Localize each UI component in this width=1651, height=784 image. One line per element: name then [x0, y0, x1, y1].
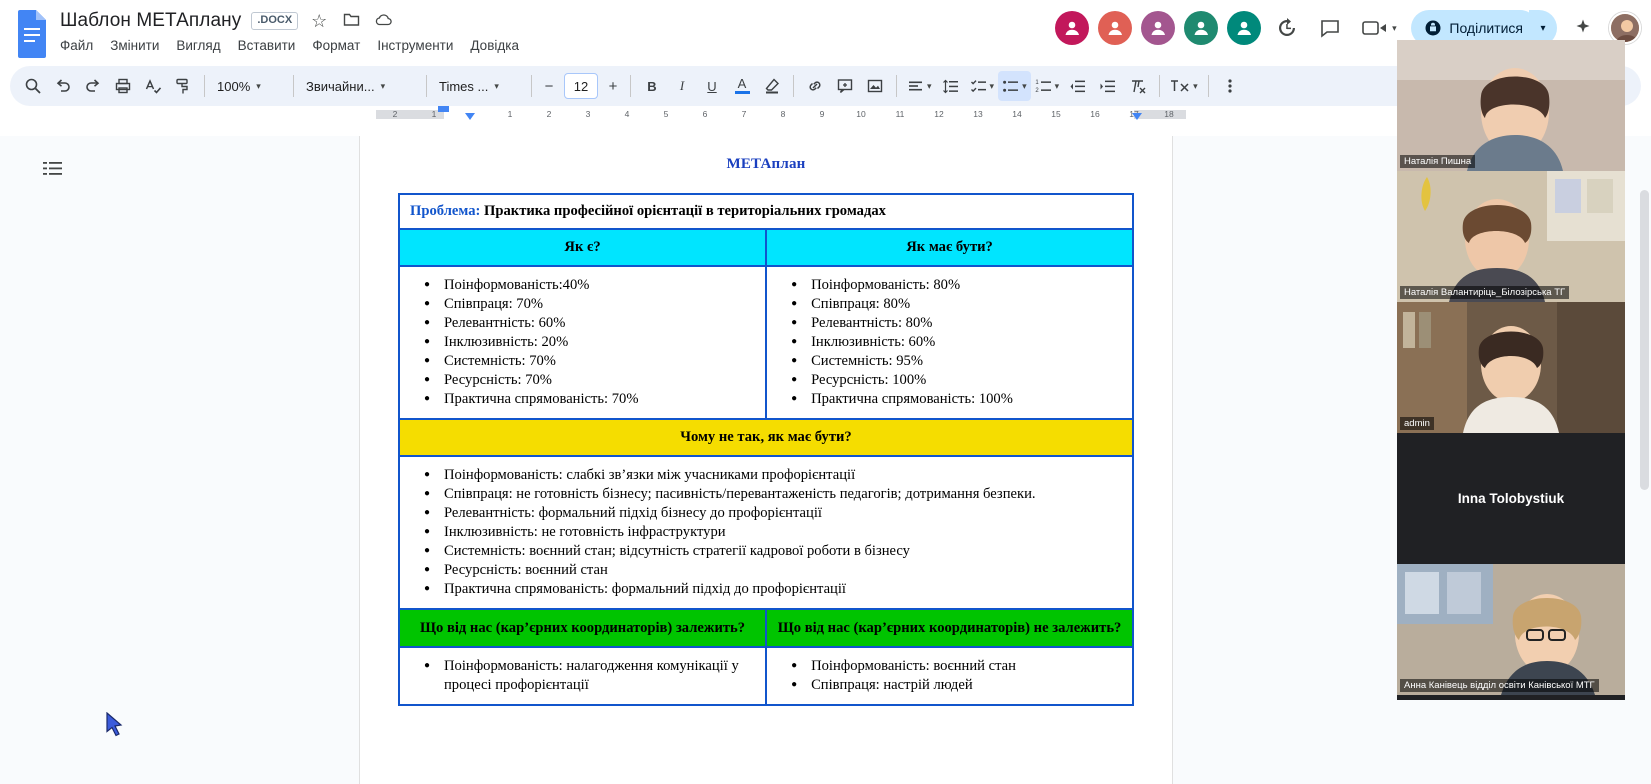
why-cell: [399, 456, 1133, 609]
ruler-tick: 6: [702, 109, 708, 119]
redo-icon[interactable]: [78, 71, 108, 101]
collaborator-avatar-2[interactable]: [1098, 11, 1132, 45]
current-state-list: [408, 276, 757, 409]
bold-button[interactable]: B: [647, 78, 657, 94]
numbered-list-icon[interactable]: [1031, 71, 1064, 101]
participant-video: [1397, 171, 1625, 302]
ruler-tick: 9: [819, 109, 825, 119]
ruler-tick: 4: [624, 109, 630, 119]
participant-video: [1397, 564, 1625, 695]
header-why: Чому не так, як має бути?: [399, 419, 1133, 456]
google-docs-logo-icon[interactable]: [12, 8, 52, 60]
collaborator-avatar-4[interactable]: [1184, 11, 1218, 45]
list-item: ● Системність: 70%: [442, 352, 757, 371]
list-item: ● Поінформованість: 80%: [809, 276, 1124, 295]
document-outline-icon[interactable]: [38, 154, 68, 184]
list-item: ● Релевантність: 80%: [809, 314, 1124, 333]
ruler-tick: 1: [431, 109, 437, 119]
comment-icon[interactable]: [1313, 11, 1347, 45]
current-state-cell: [399, 266, 766, 419]
highlight-icon[interactable]: [757, 71, 787, 101]
chevron-down-icon: ▾: [380, 80, 386, 91]
ruler-tick: 1: [507, 109, 513, 119]
depends-no-cell: [766, 647, 1133, 705]
page-title[interactable]: Шаблон МЕТАплану: [60, 10, 242, 31]
zoom-select[interactable]: [211, 71, 287, 101]
line-spacing-icon[interactable]: [936, 71, 966, 101]
list-item: ● Співпраця: настрій людей: [809, 676, 1124, 695]
menu-item-tools[interactable]: Інструменти: [377, 38, 454, 53]
decrease-font-size-button[interactable]: −: [544, 77, 554, 95]
metaplan-table: [398, 193, 1134, 706]
insert-link-icon[interactable]: [800, 71, 830, 101]
ruler-tick: 2: [392, 109, 398, 119]
search-icon[interactable]: [18, 71, 48, 101]
document-page[interactable]: [360, 136, 1172, 784]
list-item: ● Практична спрямованість: формальний підхід до профорієнтації: [442, 580, 1124, 599]
participant-video: [1397, 40, 1625, 171]
left-indent-handle[interactable]: [465, 113, 475, 120]
share-dropdown-caret[interactable]: ▾: [1529, 10, 1557, 46]
table-row: [399, 609, 1133, 647]
increase-font-size-button[interactable]: +: [608, 77, 618, 95]
list-item: ● Співпраця: 80%: [809, 295, 1124, 314]
header-desired-state: Як має бути?: [766, 229, 1133, 266]
desired-state-cell: [766, 266, 1133, 419]
participant-tile[interactable]: [1397, 433, 1625, 564]
zoom-value: 100%: [217, 78, 251, 94]
title-area: [60, 8, 519, 53]
chevron-down-icon: ▾: [927, 80, 932, 91]
ruler-tick: 11: [895, 109, 905, 119]
checklist-icon[interactable]: [966, 71, 999, 101]
move-to-folder-icon[interactable]: [340, 12, 362, 30]
ruler-tick: 14: [1012, 109, 1022, 119]
menu-item-view[interactable]: Вигляд: [176, 38, 221, 53]
depends-no-list: [775, 657, 1124, 695]
ruler-tick: 10: [856, 109, 866, 119]
mouse-cursor: [105, 712, 125, 740]
right-indent-handle[interactable]: [1132, 113, 1142, 120]
italic-button[interactable]: I: [679, 78, 685, 93]
participant-tile[interactable]: [1397, 171, 1625, 302]
list-item: ● Поінформованість: слабкі зв’язки між учасниками профорієнтації: [442, 466, 1124, 485]
ruler-tick: 17: [1129, 109, 1139, 119]
table-row: [399, 266, 1133, 419]
list-item: ● Інклюзивність: 20%: [442, 333, 757, 352]
menu-item-insert[interactable]: Вставити: [237, 38, 296, 53]
toolbar-divider: [204, 75, 205, 97]
print-icon[interactable]: [108, 71, 138, 101]
participant-video: [1397, 302, 1625, 433]
paint-format-icon[interactable]: [168, 71, 198, 101]
problem-text: Практика професійної орієнтації в територіальних громадах: [484, 203, 886, 219]
participant-name: admin: [1400, 417, 1434, 430]
ruler-tick: 16: [1090, 109, 1100, 119]
ruler-tick: 18: [1164, 109, 1174, 119]
docx-badge: .DOCX: [251, 12, 298, 30]
list-item: ● Практична спрямованість: 70%: [442, 390, 757, 409]
collaborator-avatar-1[interactable]: [1055, 11, 1089, 45]
participant-name: Наталія Пишна: [1400, 155, 1475, 168]
participant-tile[interactable]: [1397, 564, 1625, 695]
participant-tile[interactable]: [1397, 302, 1625, 433]
list-item: ● Співпраця: не готовність бізнесу; пасивність/перевантаженість педагогів; дотримання безпеки.: [442, 485, 1124, 504]
list-item: ● Поінформованість: воєнний стан: [809, 657, 1124, 676]
list-item: ● Системність: воєнний стан; відсутність стратегії кадрової роботи в бізнесу: [442, 542, 1124, 561]
collaborator-avatar-5[interactable]: [1227, 11, 1261, 45]
toolbar-divider: [426, 75, 427, 97]
list-item: ● Інклюзивність: не готовність інфраструктури: [442, 523, 1124, 542]
depends-yes-list: [408, 657, 757, 695]
chevron-down-icon: ▾: [1054, 80, 1060, 91]
problem-cell: [399, 194, 1133, 229]
ruler-tick: 13: [973, 109, 983, 119]
table-row: [399, 456, 1133, 609]
menu-item-edit[interactable]: Змінити: [110, 38, 160, 53]
more-options-icon[interactable]: [1215, 71, 1245, 101]
participant-tile[interactable]: [1397, 40, 1625, 171]
list-item: ● Релевантність: формальний підхід бізнесу до профорієнтації: [442, 504, 1124, 523]
text-color-swatch: [735, 91, 750, 94]
list-item: ● Ресурсність: воєнний стан: [442, 561, 1124, 580]
font-family-select[interactable]: [433, 71, 525, 101]
participant-name: Inna Tolobystiuk: [1457, 491, 1565, 506]
font-family-value: Times ...: [439, 78, 489, 94]
menu-bar: [60, 38, 519, 53]
toolbar-divider: [1208, 75, 1209, 97]
cloud-saved-icon[interactable]: [372, 12, 394, 30]
undo-icon[interactable]: [48, 71, 78, 101]
chevron-down-icon: ▾: [1193, 80, 1198, 91]
font-size-stepper: [538, 73, 624, 99]
participant-name: Анна Канівець відділ освіти Канівської МТГ: [1400, 679, 1599, 692]
participant-name: Наталія Валантиріць_Білозірська ТГ: [1400, 286, 1569, 299]
table-row: [399, 419, 1133, 456]
text-color-button[interactable]: [727, 71, 757, 101]
paragraph-style-select[interactable]: [300, 71, 420, 101]
header-depends-no: Що від нас (кар’єрних координаторів) не залежить?: [766, 609, 1133, 647]
star-icon[interactable]: ☆: [311, 11, 328, 31]
toolbar-divider: [793, 75, 794, 97]
chevron-down-icon: ▾: [1022, 80, 1027, 91]
version-history-icon[interactable]: [1270, 11, 1304, 45]
chevron-down-icon: ▾: [256, 80, 261, 91]
lock-share-icon: [1424, 19, 1442, 37]
text-color-letter: A: [737, 76, 747, 91]
list-item: ● Ресурсність: 100%: [809, 371, 1124, 390]
list-item: ● Поінформованість:40%: [442, 276, 757, 295]
list-item: ● Практична спрямованість: 100%: [809, 390, 1124, 409]
why-list: [408, 466, 1124, 599]
ruler-tick: 5: [663, 109, 669, 119]
menu-item-help[interactable]: Довідка: [470, 38, 519, 53]
toolbar-divider: [531, 75, 532, 97]
chevron-down-icon: ▾: [989, 80, 995, 91]
paragraph-style-value: Звичайни...: [306, 78, 375, 94]
ruler-tick: 8: [780, 109, 786, 119]
ruler-tick: 2: [546, 109, 552, 119]
increase-indent-icon[interactable]: [1093, 71, 1123, 101]
problem-label: Проблема:: [410, 203, 481, 219]
table-row: [399, 194, 1133, 229]
chevron-down-icon: ▾: [494, 80, 499, 91]
decrease-indent-icon[interactable]: [1063, 71, 1093, 101]
toolbar-divider: [896, 75, 897, 97]
ruler-tick: 12: [934, 109, 944, 119]
toolbar-divider: [630, 75, 631, 97]
list-item: ● Інклюзивність: 60%: [809, 333, 1124, 352]
menu-item-format[interactable]: Формат: [312, 38, 361, 53]
collaborator-avatar-3[interactable]: [1141, 11, 1175, 45]
menu-item-file[interactable]: Файл: [60, 38, 94, 53]
editing-mode-icon[interactable]: [1166, 71, 1202, 101]
meet-participants-panel: [1397, 40, 1625, 700]
underline-button[interactable]: U: [707, 78, 717, 94]
present-icon[interactable]: ▾: [1356, 11, 1402, 45]
list-item: ● Релевантність: 60%: [442, 314, 757, 333]
clear-formatting-icon[interactable]: [1123, 71, 1153, 101]
ruler-tick: 15: [1051, 109, 1061, 119]
share-button-label: Поділитися: [1449, 20, 1523, 36]
svg-text:2: 2: [1034, 87, 1039, 94]
insert-image-icon[interactable]: [860, 71, 890, 101]
ruler-tick: 3: [585, 109, 591, 119]
table-row: [399, 647, 1133, 705]
add-comment-icon[interactable]: [830, 71, 860, 101]
list-item: ● Системність: 95%: [809, 352, 1124, 371]
svg-text:1: 1: [1034, 79, 1039, 86]
depends-yes-cell: [399, 647, 766, 705]
list-item: ● Ресурсність: 70%: [442, 371, 757, 390]
desired-state-list: [775, 276, 1124, 409]
ruler-tick: 7: [741, 109, 747, 119]
list-item: ● Співпраця: 70%: [442, 295, 757, 314]
list-item: ● Поінформованість: налагодження комунікації у процесі профорієнтації: [442, 657, 757, 695]
vertical-scrollbar[interactable]: [1640, 190, 1649, 490]
toolbar-divider: [293, 75, 294, 97]
header-current-state: Як є?: [399, 229, 766, 266]
align-icon[interactable]: [903, 71, 936, 101]
bulleted-list-icon[interactable]: [998, 71, 1031, 101]
font-size-input[interactable]: 12: [564, 73, 598, 99]
ruler-scale: [376, 106, 1186, 122]
spellcheck-icon[interactable]: [138, 71, 168, 101]
header-depends-yes: Що від нас (кар’єрних координаторів) залежить?: [399, 609, 766, 647]
document-heading: МЕТАплан: [726, 156, 806, 172]
first-line-indent-handle[interactable]: [438, 106, 449, 112]
table-row: [399, 229, 1133, 266]
toolbar-divider: [1159, 75, 1160, 97]
